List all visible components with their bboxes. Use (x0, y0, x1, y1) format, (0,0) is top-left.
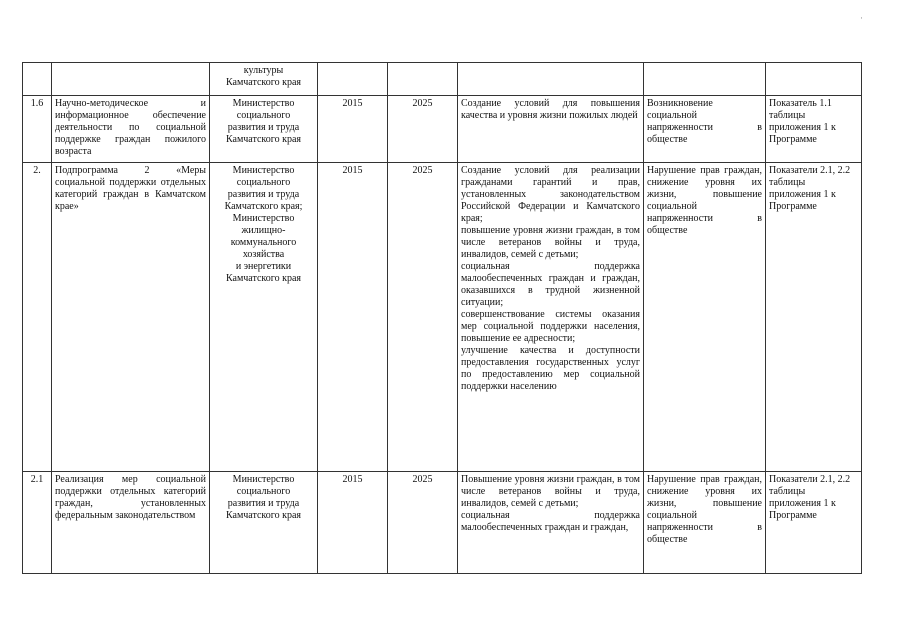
table-row (23, 472, 862, 574)
row-indicator (766, 96, 862, 163)
row-result-line: социальная поддержка малообеспеченных граждан и граждан, оказавшихся в трудной жизненной ситуации; (461, 261, 640, 308)
table-row (23, 63, 862, 96)
row-consequences (644, 96, 766, 163)
row-executor-line: Камчатского края (225, 77, 302, 88)
row-consequences-line: Нарушение прав граждан, снижение уровня их жизни, повышение социальной напряженности в обществе (647, 474, 762, 545)
row-number: 1.6 (23, 96, 52, 163)
row-executor-line: Министерство (232, 98, 295, 109)
row-executor-line: социального (236, 110, 291, 121)
row-name: Реализация мер социальной поддержки отдельных категорий граждан, установленных федеральным законодательством (52, 472, 210, 574)
row-executor-line: хозяйства (242, 249, 285, 260)
row-end-year: 2025 (388, 96, 458, 163)
row-executor-line: и энергетики (235, 261, 292, 272)
row-executor (210, 163, 318, 472)
row-indicator (766, 472, 862, 574)
row-result-line: социальная поддержка малообеспеченных граждан и граждан, (461, 510, 640, 533)
row-number: 2. (23, 163, 52, 472)
row-consequences (644, 472, 766, 574)
row-result-line: Повышение уровня жизни граждан, в том числе ветеранов войны и труда, инвалидов, семей с детьми; (461, 474, 640, 509)
row-end-year (388, 63, 458, 96)
row-consequences-line: Нарушение прав граждан, снижение уровня их жизни, повышение социальной напряженности в обществе (647, 165, 762, 236)
row-start-year: 2015 (318, 96, 388, 163)
row-result-line: повышение уровня жизни граждан, в том числе ветеранов войны и труда, инвалидов, семей с детьми; (461, 225, 640, 260)
row-executor-line: коммунального (230, 237, 297, 248)
row-number (23, 63, 52, 96)
row-result (458, 472, 644, 574)
row-name: Подпрограмма 2 «Меры социальной поддержки отдельных категорий граждан в Камчатском крае» (52, 163, 210, 472)
row-consequences-line: Возникновение социальной напряженности в обществе (647, 98, 762, 145)
row-executor-line: социального (236, 486, 291, 497)
corner-mark: · (860, 13, 863, 23)
row-executor-line: Камчатского края (225, 134, 302, 145)
row-executor-line: Камчатского края (225, 510, 302, 521)
row-executor-line: Камчатского края; (224, 201, 303, 212)
row-end-year: 2025 (388, 472, 458, 574)
row-executor-line: развития и труда (227, 122, 300, 133)
row-executor-line: развития и труда (227, 498, 300, 509)
row-indicator-line: Показатели 2.1, 2.2 таблицы приложения 1 к Программе (769, 165, 851, 212)
row-indicator-line: Показатель 1.1 таблицы приложения 1 к Программе (769, 98, 836, 145)
row-executor-line: Министерство (232, 165, 295, 176)
row-indicator (766, 163, 862, 472)
row-result-line: Создание условий для реализации гражданами гарантий и прав, установленных законодательством Российской Федерации и Камчатского края; (461, 165, 640, 224)
row-indicator-line: Показатели 2.1, 2.2 таблицы приложения 1 к Программе (769, 474, 851, 521)
row-start-year: 2015 (318, 472, 388, 574)
row-start-year: 2015 (318, 163, 388, 472)
row-start-year (318, 63, 388, 96)
program-table (22, 62, 862, 574)
row-indicator (766, 63, 862, 96)
row-executor (210, 96, 318, 163)
row-executor-line: жилищно- (241, 225, 286, 236)
table-row (23, 96, 862, 163)
row-executor (210, 472, 318, 574)
row-consequences (644, 163, 766, 472)
row-result-line: совершенствование системы оказания мер социальной поддержки населения, повышение ее адресности; (461, 309, 640, 344)
row-result-line: Создание условий для повышения качества и уровня жизни пожилых людей (461, 98, 640, 121)
row-result (458, 163, 644, 472)
row-result (458, 63, 644, 96)
row-executor-line: Камчатского края (225, 273, 302, 284)
row-result-line: улучшение качества и доступности предоставления государственных услуг по предоставлению мер социальной поддержки населению (461, 345, 640, 392)
row-executor-line: Министерство (232, 474, 295, 485)
row-executor (210, 63, 318, 96)
row-number: 2.1 (23, 472, 52, 574)
row-name: Научно-методическое и информационное обеспечение деятельности по социальной поддержке граждан пожилого возраста (52, 96, 210, 163)
row-result (458, 96, 644, 163)
row-executor-line: культуры (243, 65, 284, 76)
row-end-year: 2025 (388, 163, 458, 472)
row-name (52, 63, 210, 96)
row-consequences (644, 63, 766, 96)
table-row (23, 163, 862, 472)
row-executor-line: социального (236, 177, 291, 188)
row-executor-line: Министерство (232, 213, 295, 224)
row-executor-line: развития и труда (227, 189, 300, 200)
